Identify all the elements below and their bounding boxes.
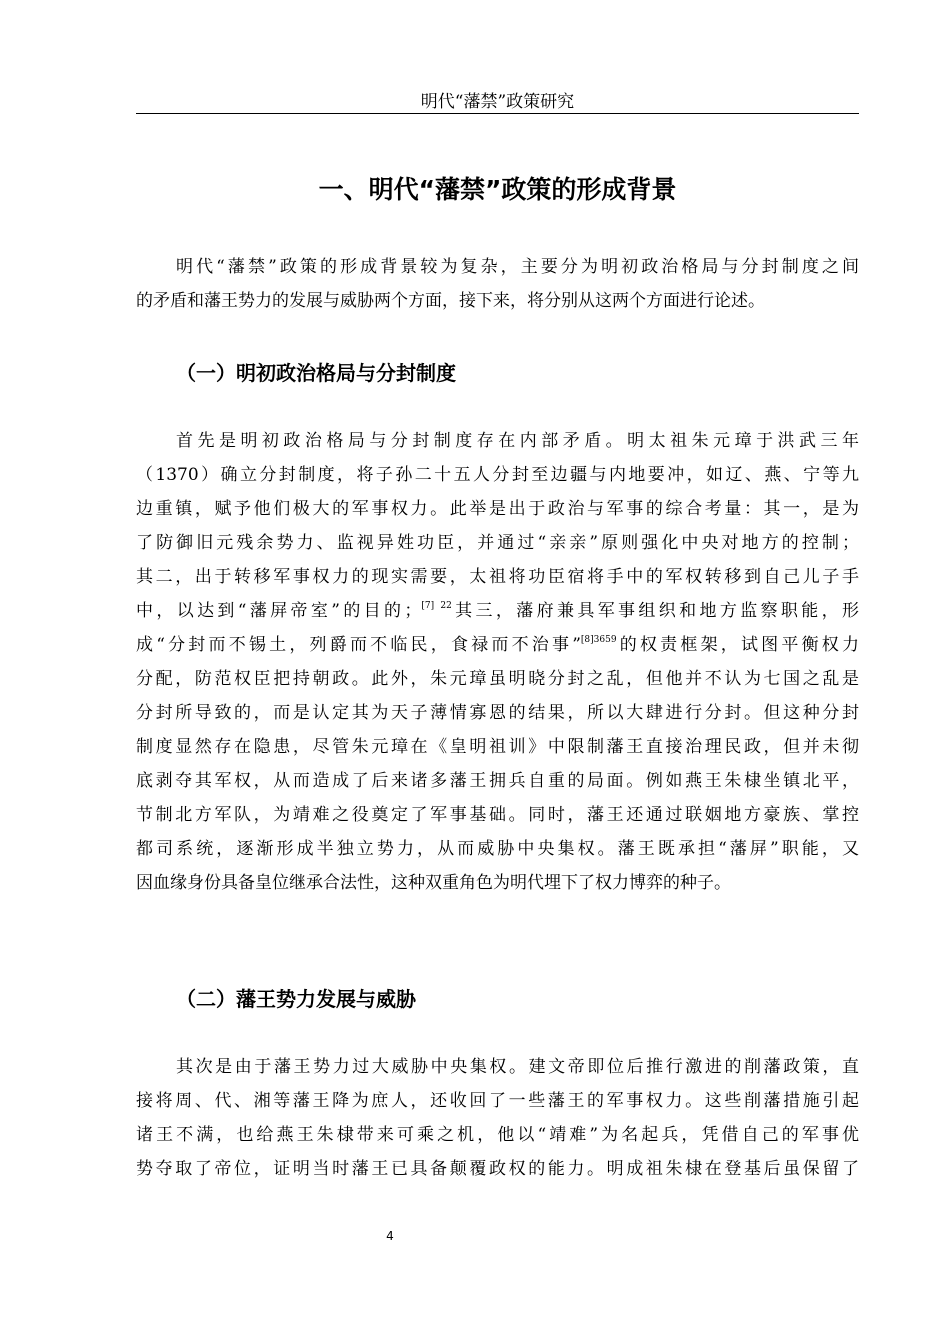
paragraph-line: （1370）确立分封制度，将子孙二十五人分封至边疆与内地要冲，如辽、燕、宁等九 — [136, 465, 859, 485]
line-text: 中，以达到“藩屏帝室”的目的； — [136, 601, 422, 621]
section-1-title: （一）明初政治格局与分封制度 — [176, 361, 456, 385]
paragraph-line: 分配，防范权臣把持朝政。此外，朱元璋虽明晓分封之乱，但他并不认为七国之乱是 — [136, 669, 859, 689]
paragraph-line: 势夺取了帝位，证明当时藩王已具备颠覆政权的能力。明成祖朱棣在登基后虽保留了 — [136, 1159, 859, 1179]
intro-paragraph — [136, 250, 859, 318]
section-2-title: （二）藩王势力发展与威胁 — [176, 987, 416, 1011]
chapter-title: 一、明代“藩禁”政策的形成背景 — [318, 175, 677, 204]
section-1-paragraph — [136, 424, 859, 900]
citation-ref: [7] 22 — [421, 601, 452, 611]
line-text: 的权责框架，试图平衡权力 — [616, 635, 859, 655]
section-2-paragraph — [136, 1050, 859, 1186]
paragraph-line: 因血缘身份具备皇位继承合法性，这种双重角色为明代埋下了权力博弈的种子。 — [136, 873, 731, 893]
paragraph-line: 制度显然存在隐患，尽管朱元璋在《皇明祖训》中限制藩王直接治理民政，但并未彻 — [136, 737, 859, 757]
paragraph-line: 其次是由于藩王势力过大威胁中央集权。建文帝即位后推行激进的削藩政策，直 — [176, 1057, 859, 1077]
running-header: 明代“藩禁”政策研究 — [136, 91, 859, 114]
page-number: 4 — [386, 1229, 394, 1243]
paragraph-line: 分封所导致的，而是认定其为天子薄情寡恩的结果，所以大肆进行分封。但这种分封 — [136, 703, 859, 723]
paragraph-line: 边重镇，赋予他们极大的军事权力。此举是出于政治与军事的综合考量：其一，是为 — [136, 499, 859, 519]
paragraph-line: 了防御旧元残余势力、监视异姓功臣，并通过“亲亲”原则强化中央对地方的控制； — [136, 533, 859, 553]
paragraph-line: 节制北方军队，为靖难之役奠定了军事基础。同时，藩王还通过联姻地方豪族、掌控 — [136, 805, 859, 825]
paragraph-line: 都司系统，逐渐形成半独立势力，从而威胁中央集权。藩王既承担“藩屏”职能，又 — [136, 839, 859, 859]
paragraph-line: 其二，出于转移军事权力的现实需要，太祖将功臣宿将手中的军权转移到自己儿子手 — [136, 567, 859, 587]
line-text: 其三，藩府兼具军事组织和地方监察职能，形 — [451, 601, 859, 621]
paragraph-line: 的矛盾和藩王势力的发展与威胁两个方面，接下来，将分别从这两个方面进行论述。 — [136, 291, 765, 311]
citation-ref: [8]3659 — [580, 635, 617, 645]
paragraph-line: 底剥夺其军权，从而造成了后来诸多藩王拥兵自重的局面。例如燕王朱棣坐镇北平， — [136, 771, 859, 791]
paragraph-line: 诸王不满，也给燕王朱棣带来可乘之机，他以“靖难”为名起兵，凭借自己的军事优 — [136, 1125, 859, 1145]
paragraph-line-with-citation — [136, 628, 859, 662]
paragraph-line: 接将周、代、湘等藩王降为庶人，还收回了一些藩王的军事权力。这些削藩措施引起 — [136, 1091, 859, 1111]
paragraph-line: 首先是明初政治格局与分封制度存在内部矛盾。明太祖朱元璋于洪武三年 — [176, 431, 859, 451]
paragraph-line-with-citation — [136, 594, 859, 628]
line-text: 成“分封而不锡土，列爵而不临民，食禄而不治事” — [136, 635, 581, 655]
paragraph-line: 明代“藩禁”政策的形成背景较为复杂，主要分为明初政治格局与分封制度之间 — [176, 257, 859, 277]
